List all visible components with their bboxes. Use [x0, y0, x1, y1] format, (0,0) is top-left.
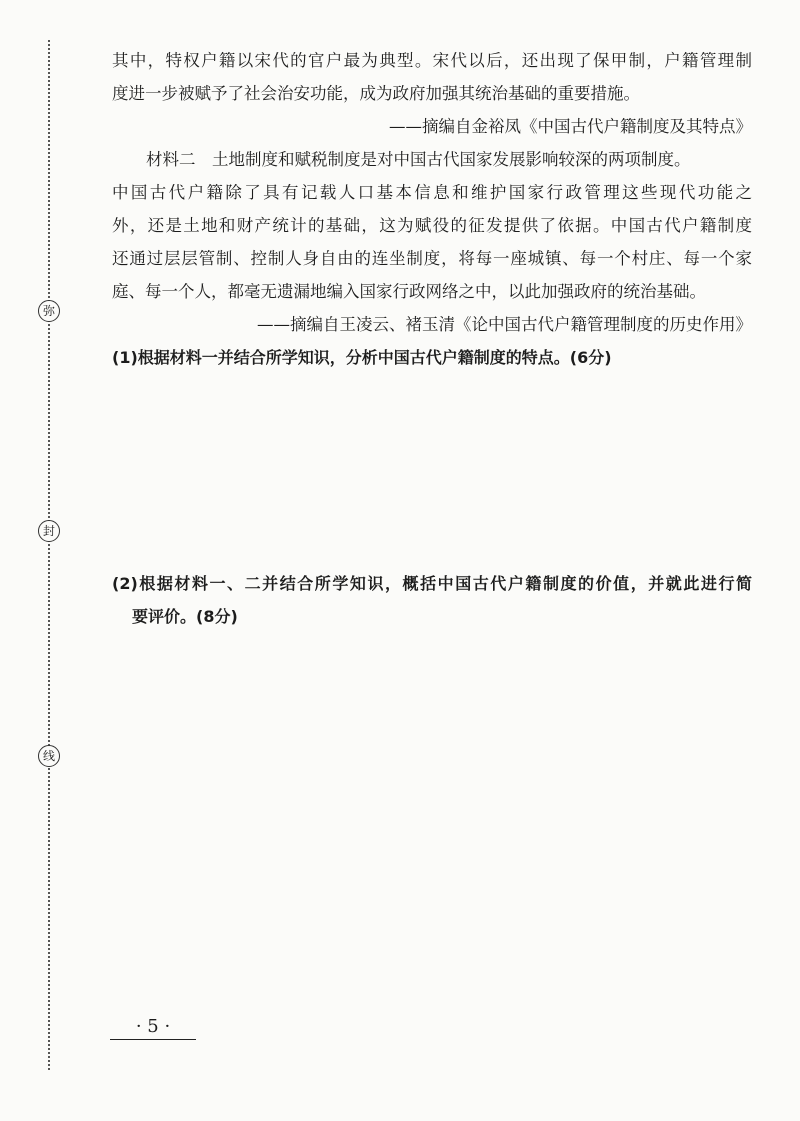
- binding-mark-xian: 线: [38, 745, 60, 767]
- exam-content: [112, 44, 752, 993]
- material-one-line-1: 其中，特权户籍以宋代的官户最为典型。宋代以后，还出现了保甲制，户籍管理制: [112, 51, 752, 70]
- material-two-line-5: 庭、每一个人，都毫无遗漏地编入国家行政网络之中，以此加强政府的统治基础。: [112, 282, 706, 301]
- binding-mark-mi: 弥: [38, 300, 60, 322]
- binding-dotted-line: [48, 40, 50, 1070]
- material-one-source: ——摘编自金裕凤《中国古代户籍制度及其特点》: [389, 117, 752, 136]
- page-number: · 5 ·: [110, 1016, 196, 1040]
- question-2-line-2: 要评价。(8分): [132, 607, 238, 626]
- material-two-line-3: 外，还是土地和财产统计的基础，这为赋役的征发提供了依据。中国古代户籍制度: [112, 216, 752, 235]
- answer-space-2[interactable]: [112, 633, 752, 993]
- material-one-line-2: 度进一步被赋予了社会治安功能，成为政府加强其统治基础的重要措施。: [112, 84, 640, 103]
- binding-mark-feng: 封: [38, 520, 60, 542]
- material-two-line-4: 还通过层层管制、控制人身自由的连坐制度，将每一座城镇、每一个村庄、每一个家: [112, 249, 752, 268]
- material-two-line-1: 材料二 土地制度和赋税制度是对中国古代国家发展影响较深的两项制度。: [146, 150, 691, 169]
- question-2-line-1: (2)根据材料一、二并结合所学知识，概括中国古代户籍制度的价值，并就此进行简: [112, 574, 752, 593]
- material-two-line-2: 中国古代户籍除了具有记载人口基本信息和维护国家行政管理这些现代功能之: [112, 183, 752, 202]
- question-1: (1)根据材料一并结合所学知识，分析中国古代户籍制度的特点。(6分): [112, 348, 612, 367]
- material-two-source: ——摘编自王凌云、褚玉清《论中国古代户籍管理制度的历史作用》: [257, 315, 752, 334]
- answer-space-1[interactable]: [112, 374, 752, 567]
